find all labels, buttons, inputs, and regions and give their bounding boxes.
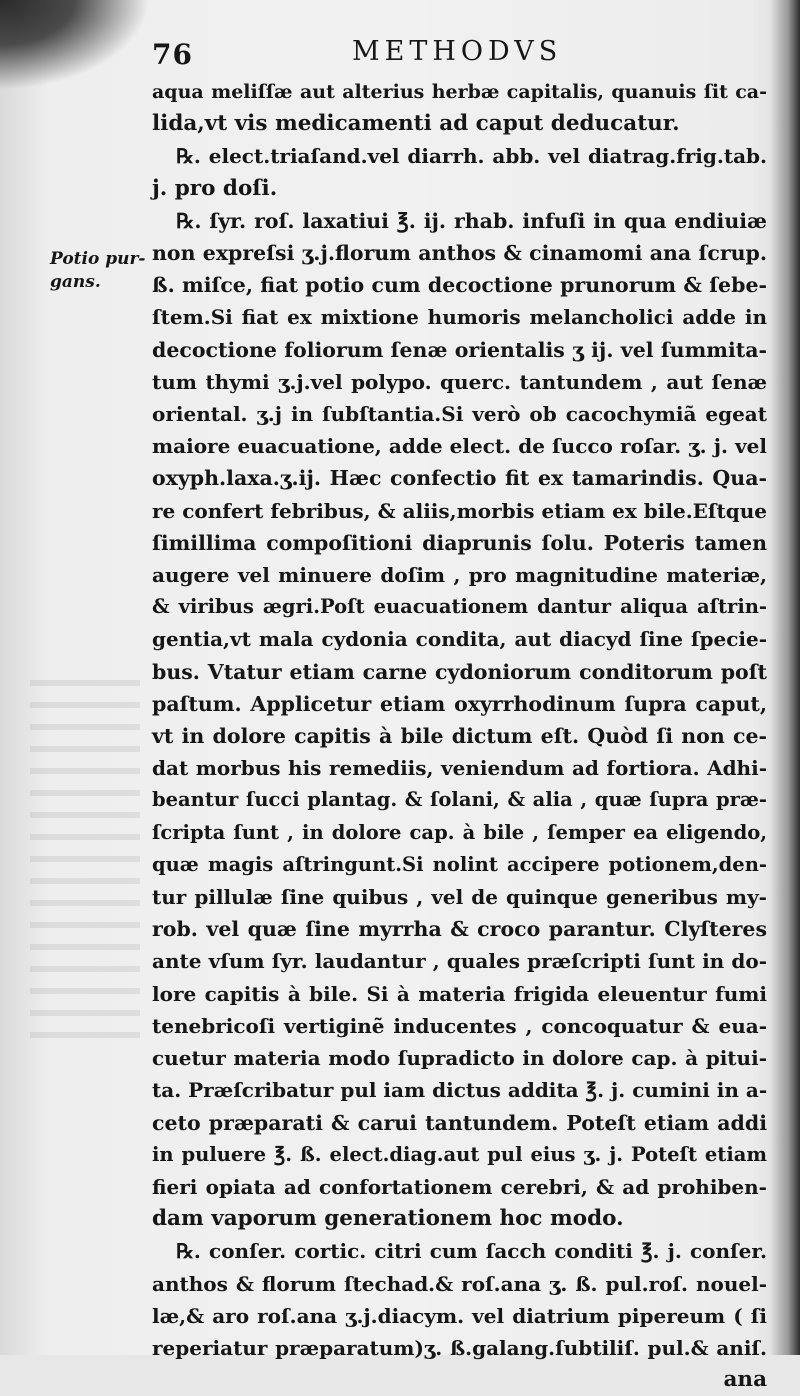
- text-line: anthos & florum ſtechad.& roſ.ana ʒ. ß. pul.roſ. nouel-: [152, 1271, 767, 1296]
- text-line: fieri opiata ad confortationem cerebri, & ad prohiben-: [152, 1174, 767, 1199]
- text-line: decoctione foliorum ſenæ orientalis ʒ ij. vel ſummita-: [152, 337, 767, 362]
- text-line: cuetur materia modo ſupradicto in dolore cap. à pitui-: [152, 1046, 767, 1071]
- text-line: maiore euacuatione, adde elect. de ſucco roſar. ʒ. j. vel: [152, 434, 767, 459]
- margin-note-line: gans.: [50, 272, 101, 292]
- text-line: reperiatur præparatum)ʒ. ß.galang.ſubtiliſ. pul.& aniſ.: [152, 1335, 767, 1360]
- text-line: dat morbus his remediis, veniendum ad fortiora. Adhi-: [152, 756, 767, 781]
- catchword: ana: [723, 1367, 767, 1393]
- text-line: rob. vel quæ ſine myrrha & croco parantur. Clyſteres: [152, 917, 767, 942]
- show-through-bleed: [30, 680, 140, 1040]
- text-line: bus. Vtatur etiam carne cydoniorum conditorum poſt: [152, 659, 767, 684]
- text-line: aqua meliſſæ aut alterius herbæ capitalis, quanuis ſit ca-: [152, 81, 767, 103]
- text-line: tum thymi ʒ.j.vel polypo. querc. tantundem , aut ſenæ: [152, 369, 767, 394]
- text-line: tur pillulæ ſine quibus , vel de quinque generibus my-: [152, 885, 767, 910]
- text-line: non expreſsi ʒ.j.florum anthos & cinamomi ana ſcrup.: [152, 241, 767, 266]
- text-line: augere vel minuere doſim , pro magnitudine materiæ,: [152, 563, 767, 588]
- margin-note: [50, 248, 146, 294]
- text-line: læ,& aro roſ.ana ʒ.j.diacym. vel diatrium pipereum ( ſi: [152, 1303, 767, 1328]
- text-line: ſimillima compoſitioni diaprunis ſolu. Poteris tamen: [152, 530, 767, 555]
- text-line: ceto præparati & carui tantundem. Poteſt etiam addi: [152, 1110, 767, 1135]
- text-line: paſtum. Applicetur etiam oxyrrhodinum ſupra caput,: [152, 691, 767, 716]
- page-edge-shadow: [770, 0, 800, 1355]
- text-line: ℞. elect.triaſand.vel diarrh. abb. vel diatrag.frig.tab.: [176, 144, 767, 169]
- text-line: ante vſum ſyr. laudantur , quales præſcripti ſunt in do-: [152, 949, 767, 974]
- text-line: beantur ſucci plantag. & ſolani, & alia , quæ ſupra præ-: [152, 788, 767, 812]
- text-line: oxyph.laxa.ʒ.ij. Hæc confectio fit ex tamarindis. Qua-: [152, 466, 767, 491]
- text-line: oriental. ʒ.j in ſubſtantia.Si verò ob cacochymiã egeat: [152, 402, 767, 427]
- text-line: ℞. conſer. cortic. citri cum ſacch conditi ℥. j. conſer.: [176, 1239, 767, 1264]
- text-line: & viribus ægri.Poſt euacuationem dantur aliqua aſtrin-: [152, 595, 767, 619]
- text-line: ℞. ſyr. roſ. laxatiui ℥. ij. rhab. infuſi in qua endiuiæ: [176, 208, 767, 233]
- text-line: re confert febribus, & aliis,morbis etiam ex bile.Eſtque: [152, 498, 767, 523]
- text-line: quæ magis aſtringunt.Si nolint accipere potionem,den-: [152, 852, 767, 876]
- text-line: ſcripta ſunt , in dolore cap. à bile , ſemper ea eligendo,: [152, 820, 767, 844]
- margin-note-line: Potio pur-: [50, 249, 146, 269]
- running-head: METHODVS: [352, 36, 563, 67]
- text-line: vt in dolore capitis à bile dictum eſt. Quòd ſi non ce-: [152, 724, 767, 749]
- text-line: ta. Præſcribatur pul iam dictus addita ℥. j. cumini in a-: [152, 1078, 768, 1103]
- text-line: lore capitis à bile. Si à materia frigida eleuentur fumi: [152, 981, 767, 1006]
- page-number: 76: [152, 38, 193, 71]
- text-line: ß. miſce, fiat potio cum decoctione prunorum & ſebe-: [152, 273, 767, 298]
- text-line: gentia,vt mala cydonia condita, aut diacyd ſine ſpecie-: [152, 627, 767, 652]
- text-line: lida,vt vis medicamenti ad caput deducatur.: [152, 111, 680, 137]
- text-line: ſtem.Si fiat ex mixtione humoris melancholici adde in: [152, 305, 767, 330]
- text-line: tenebricoſi vertiginẽ inducentes , concoquatur & eua-: [152, 1013, 767, 1038]
- body-text: [152, 76, 767, 1396]
- text-line: in puluere ℥. ß. elect.diag.aut pul eius ʒ. j. Poteſt etiam: [152, 1142, 767, 1166]
- text-line: dam vaporum generationem hoc modo.: [152, 1206, 624, 1232]
- scan-corner-shadow: [0, 0, 150, 90]
- text-line: j. pro doſi.: [152, 175, 278, 201]
